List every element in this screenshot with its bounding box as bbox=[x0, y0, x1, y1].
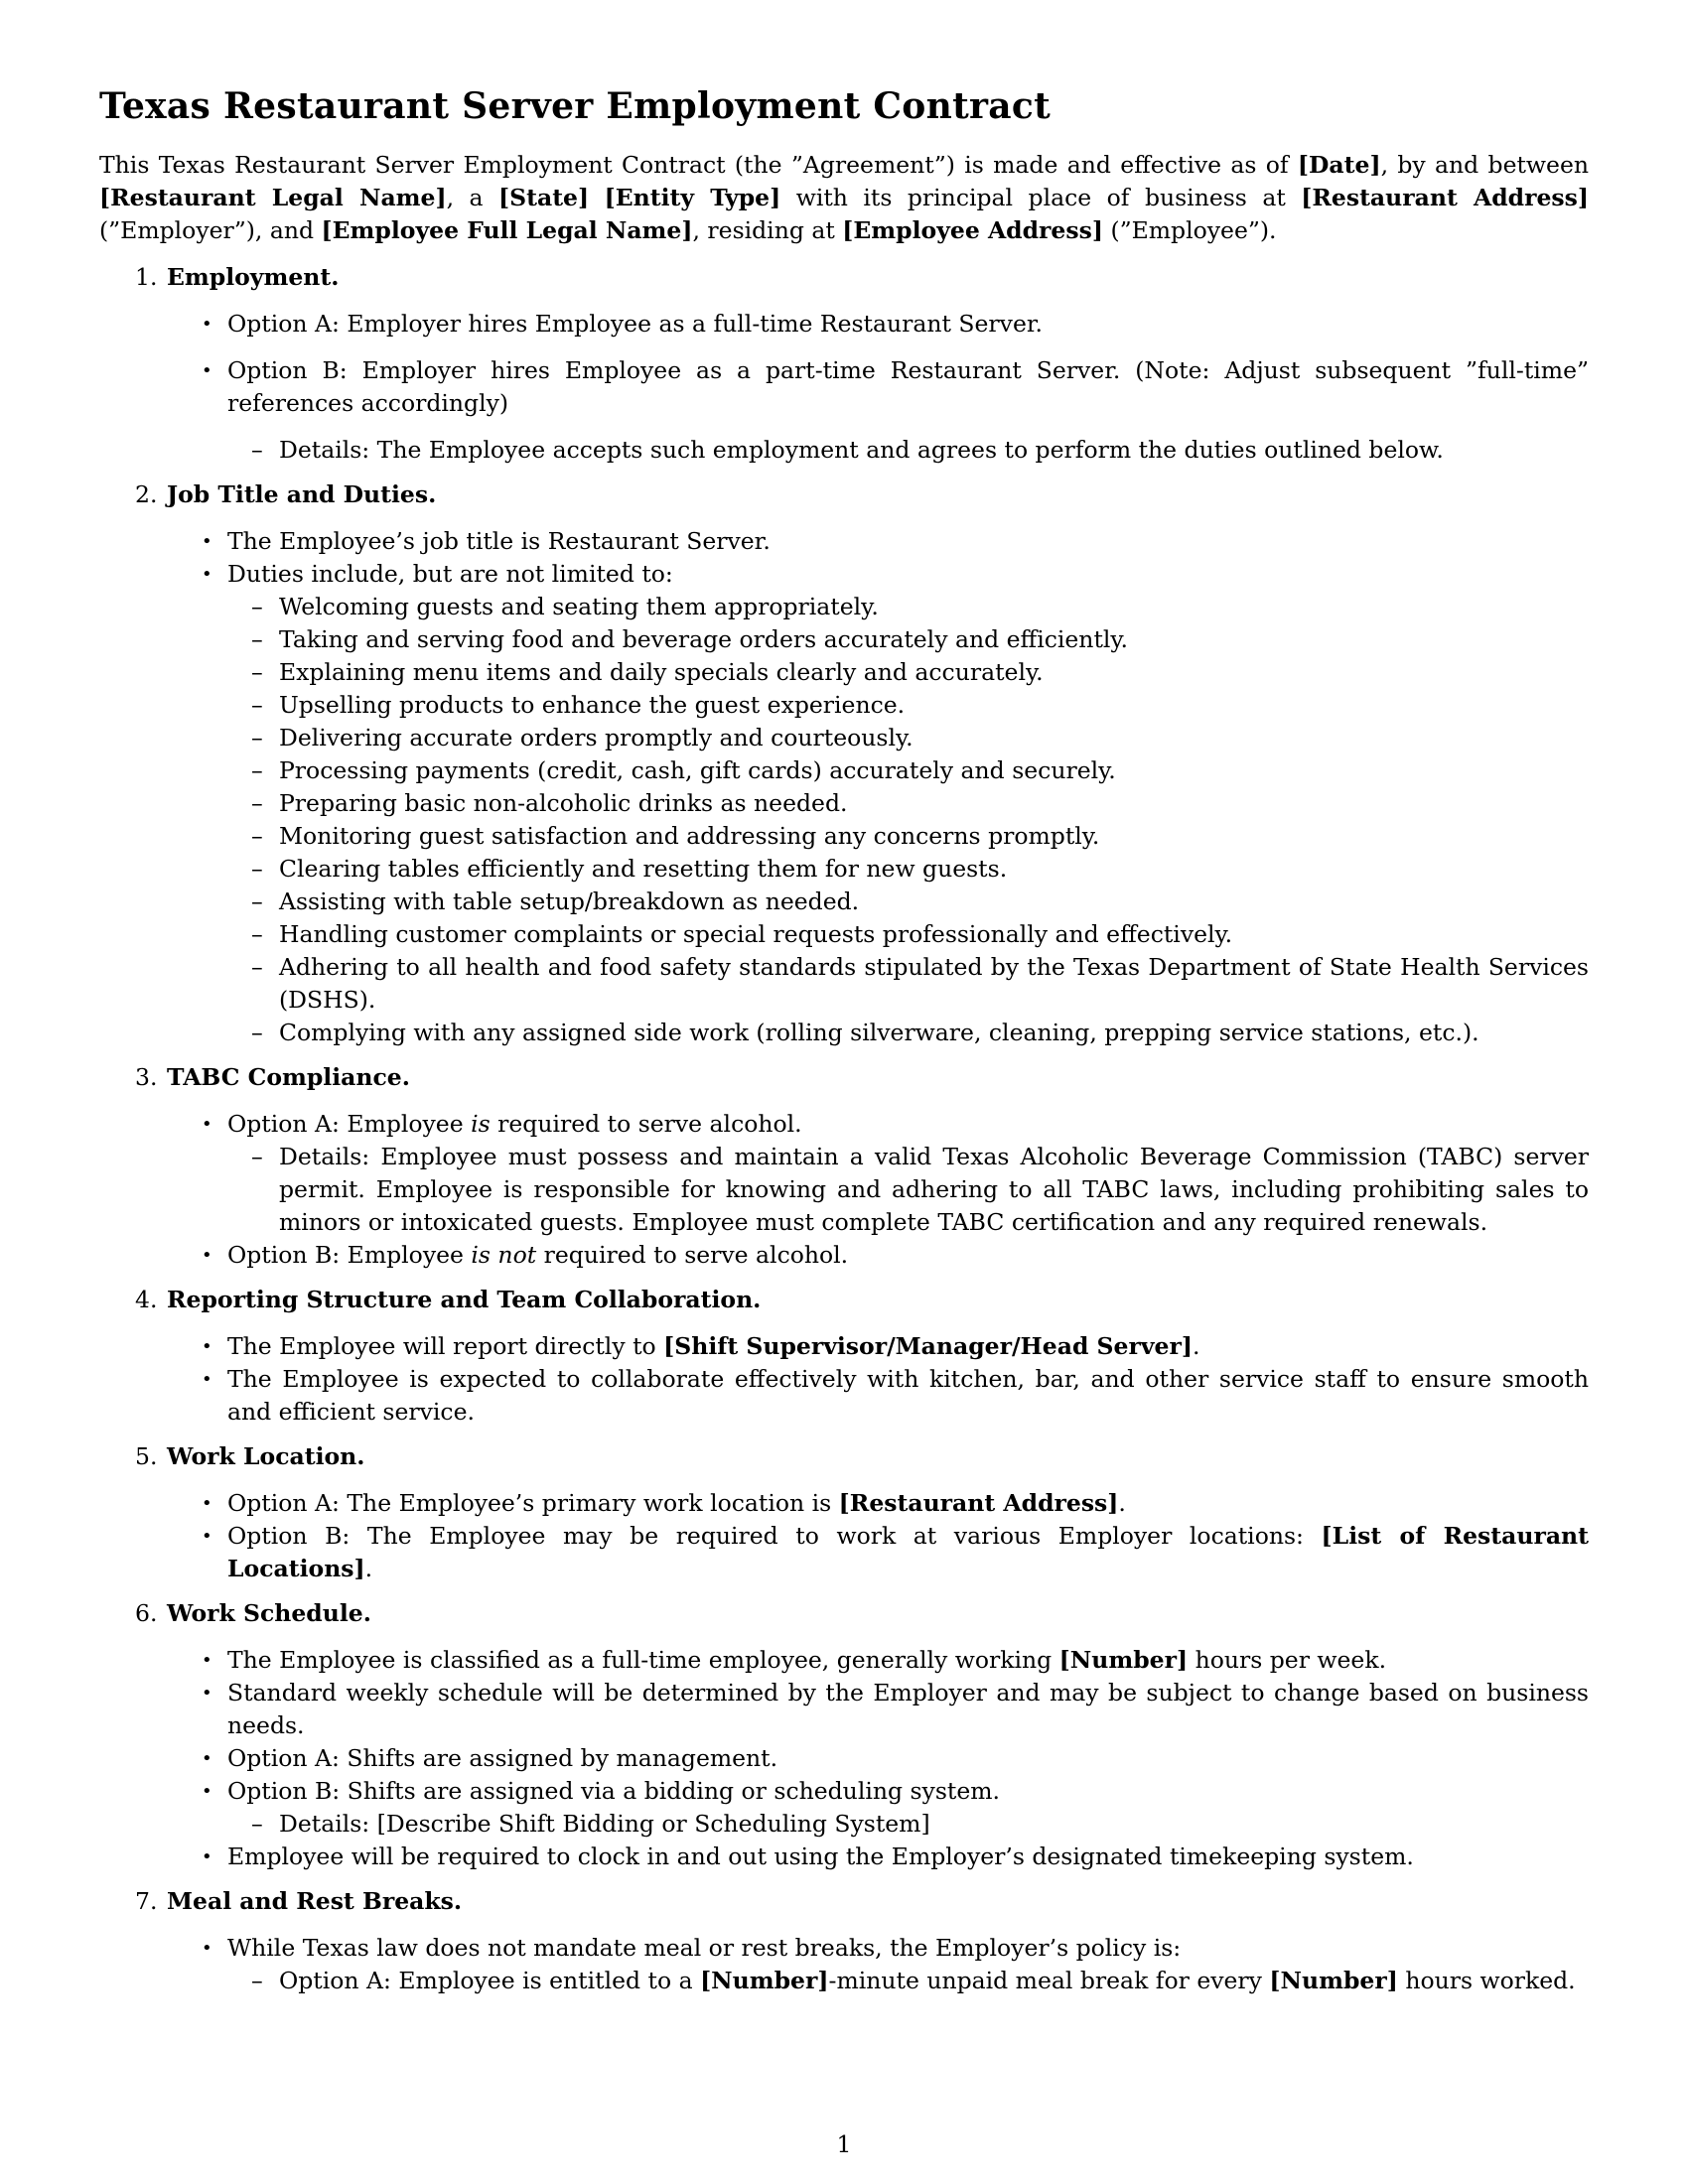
option-b-text: Option B: Employer hires Employee as a part-time Restaurant Server. (Note: Adjust subsequent ”full-time” references accordingly) bbox=[227, 356, 1589, 417]
employee-address-placeholder: [Employee Address] bbox=[842, 216, 1103, 244]
bullet-icon: • bbox=[202, 1336, 212, 1357]
list-item bbox=[202, 1520, 1589, 1585]
bullet-icon: • bbox=[202, 1369, 212, 1390]
list-item bbox=[202, 1775, 1589, 1841]
section-meal-rest-breaks bbox=[99, 1885, 1589, 1997]
section-work-location bbox=[99, 1440, 1589, 1585]
bullet-icon: • bbox=[202, 1245, 212, 1266]
section-title: Meal and Rest Breaks. bbox=[167, 1887, 463, 1915]
duty-item bbox=[251, 787, 1589, 820]
dash-icon: – bbox=[251, 1810, 263, 1838]
section-number: 7. bbox=[135, 1887, 158, 1915]
number-placeholder: [Number] bbox=[700, 1967, 829, 1994]
list-item bbox=[202, 558, 1589, 1049]
bullet-icon: • bbox=[202, 1114, 212, 1135]
date-placeholder: [Date] bbox=[1297, 151, 1381, 179]
details-text: Details: [Describe Shift Bidding or Scheduling System] bbox=[279, 1810, 930, 1838]
duty-text: Processing payments (credit, cash, gift cards) accurately and securely. bbox=[279, 756, 1116, 784]
page-number: 1 bbox=[836, 2130, 852, 2158]
restaurant-address-placeholder: [Restaurant Address] bbox=[838, 1489, 1119, 1517]
dash-icon: – bbox=[251, 658, 263, 686]
section-job-title-duties bbox=[99, 478, 1589, 1049]
bullet-icon: • bbox=[202, 1683, 212, 1704]
dash-icon: – bbox=[251, 691, 263, 719]
dash-icon: – bbox=[251, 436, 263, 464]
dash-icon: – bbox=[251, 789, 263, 817]
dash-icon: – bbox=[251, 625, 263, 653]
bullet-list bbox=[99, 308, 1589, 467]
section-heading bbox=[99, 1284, 1589, 1316]
duty-item bbox=[251, 656, 1589, 689]
restaurant-address-placeholder: [Restaurant Address] bbox=[1301, 184, 1589, 211]
duty-text: Delivering accurate orders promptly and courteously. bbox=[279, 724, 914, 751]
bullet-icon: • bbox=[202, 1493, 212, 1514]
bullet-icon: • bbox=[202, 564, 212, 585]
contract-page bbox=[99, 85, 1589, 2009]
sub-list bbox=[227, 1141, 1589, 1239]
sub-list bbox=[227, 1965, 1589, 1997]
list-item bbox=[202, 1363, 1589, 1429]
document-title: Texas Restaurant Server Employment Contract bbox=[99, 85, 1052, 127]
option-a-text: hours worked. bbox=[1397, 1967, 1576, 1994]
section-heading bbox=[99, 1440, 1589, 1473]
job-title-text: The Employee’s job title is Restaurant Server. bbox=[227, 527, 771, 555]
section-number: 1. bbox=[135, 263, 158, 291]
emphasis-text: is not bbox=[471, 1241, 537, 1269]
duties-intro-text: Duties include, but are not limited to: bbox=[227, 560, 673, 588]
section-number: 4. bbox=[135, 1286, 158, 1313]
option-b-text: Option B: The Employee may be required to work at various Employer locations: bbox=[227, 1522, 1322, 1550]
duty-text: Complying with any assigned side work (rolling silverware, cleaning, prepping service stations, etc.). bbox=[279, 1019, 1479, 1046]
breaks-policy-text: While Texas law does not mandate meal or rest breaks, the Employer’s policy is: bbox=[227, 1934, 1182, 1962]
intro-text: (”Employer”), and bbox=[99, 216, 322, 244]
employee-name-placeholder: [Employee Full Legal Name] bbox=[321, 216, 693, 244]
dash-icon: – bbox=[251, 887, 263, 915]
emphasis-text: is bbox=[471, 1110, 491, 1138]
number-placeholder: [Number] bbox=[1058, 1646, 1189, 1674]
intro-text: , by and between bbox=[1380, 151, 1589, 179]
bullet-list bbox=[99, 1487, 1589, 1585]
sub-list bbox=[227, 1808, 1589, 1841]
bullet-icon: • bbox=[202, 1938, 212, 1959]
duty-item bbox=[251, 722, 1589, 754]
option-b-text: . bbox=[364, 1555, 373, 1582]
option-a-text: -minute unpaid meal break for every bbox=[828, 1967, 1270, 1994]
option-a-text: Option A: Employee bbox=[227, 1110, 472, 1138]
duty-item bbox=[251, 623, 1589, 656]
duties-list bbox=[227, 591, 1589, 1049]
option-b-text: Option B: Shifts are assigned via a bidding or scheduling system. bbox=[227, 1777, 1001, 1805]
dash-icon: – bbox=[251, 855, 263, 883]
timekeeping-text: Employee will be required to clock in and out using the Employer’s designated timekeeping system. bbox=[227, 1843, 1414, 1870]
collaboration-text: The Employee is expected to collaborate effectively with kitchen, bar, and other service staff to ensure smooth and efficient service. bbox=[227, 1365, 1589, 1426]
section-heading bbox=[99, 478, 1589, 511]
sub-list-item bbox=[251, 1808, 1589, 1841]
state-placeholder: [State] bbox=[498, 184, 590, 211]
bullet-icon: • bbox=[202, 1846, 212, 1867]
intro-text: with its principal place of business at bbox=[780, 184, 1302, 211]
list-item bbox=[202, 1644, 1589, 1677]
bullet-list bbox=[99, 1932, 1589, 1997]
duty-text: Explaining menu items and daily specials clearly and accurately. bbox=[279, 658, 1044, 686]
section-title: Work Schedule. bbox=[167, 1599, 371, 1627]
bullet-icon: • bbox=[202, 1781, 212, 1802]
list-item bbox=[202, 1108, 1589, 1239]
option-a-text: . bbox=[1118, 1489, 1126, 1517]
section-heading bbox=[99, 1061, 1589, 1094]
list-item bbox=[202, 1677, 1589, 1742]
dash-icon: – bbox=[251, 1967, 263, 1994]
list-item bbox=[202, 1932, 1589, 1997]
duty-text: Upselling products to enhance the guest experience. bbox=[279, 691, 906, 719]
duty-item bbox=[251, 918, 1589, 951]
sub-list-item bbox=[251, 434, 1589, 467]
schedule-text: hours per week. bbox=[1188, 1646, 1387, 1674]
list-item bbox=[202, 1841, 1589, 1873]
dash-icon: – bbox=[251, 1019, 263, 1046]
bullet-icon: • bbox=[202, 1748, 212, 1769]
duty-item bbox=[251, 754, 1589, 787]
intro-text: (”Employee”). bbox=[1102, 216, 1277, 244]
dash-icon: – bbox=[251, 1143, 263, 1170]
section-title: Employment. bbox=[167, 263, 340, 291]
section-number: 6. bbox=[135, 1599, 158, 1627]
dash-icon: – bbox=[251, 953, 263, 981]
list-item bbox=[202, 1742, 1589, 1775]
option-a-text: required to serve alcohol. bbox=[490, 1110, 802, 1138]
section-title: Job Title and Duties. bbox=[167, 480, 437, 508]
schedule-text: The Employee is classified as a full-time employee, generally working bbox=[227, 1646, 1059, 1674]
option-a-text: Option A: Employer hires Employee as a full-time Restaurant Server. bbox=[227, 310, 1043, 338]
intro-text: , residing at bbox=[692, 216, 843, 244]
locations-placeholder: [List of Restaurant Locations] bbox=[227, 1522, 1589, 1582]
sub-list bbox=[227, 434, 1589, 467]
duty-text: Handling customer complaints or special requests professionally and effectively. bbox=[279, 920, 1233, 948]
duty-item bbox=[251, 886, 1589, 918]
intro-text: This Texas Restaurant Server Employment Contract (the ”Agreement”) is made and effective as of bbox=[99, 151, 1298, 179]
dash-icon: – bbox=[251, 593, 263, 620]
bullet-list bbox=[99, 525, 1589, 1049]
intro-text bbox=[589, 184, 604, 211]
option-a-text: Option A: Shifts are assigned by management. bbox=[227, 1744, 778, 1772]
section-title: TABC Compliance. bbox=[167, 1063, 410, 1091]
option-b-text: required to serve alcohol. bbox=[536, 1241, 849, 1269]
section-reporting-structure bbox=[99, 1284, 1589, 1429]
section-heading bbox=[99, 1885, 1589, 1918]
duty-text: Taking and serving food and beverage orders accurately and efficiently. bbox=[279, 625, 1129, 653]
section-number: 3. bbox=[135, 1063, 158, 1091]
list-item bbox=[202, 1330, 1589, 1363]
reporting-text: . bbox=[1192, 1332, 1200, 1360]
bullet-icon: • bbox=[202, 1650, 212, 1671]
section-heading bbox=[99, 261, 1589, 294]
duty-text: Welcoming guests and seating them appropriately. bbox=[279, 593, 879, 620]
duty-text: Monitoring guest satisfaction and addressing any concerns promptly. bbox=[279, 822, 1100, 850]
duty-text: Adhering to all health and food safety standards stipulated by the Texas Department of State Health Services (DSHS). bbox=[279, 953, 1589, 1014]
duty-item bbox=[251, 853, 1589, 886]
intro-paragraph bbox=[99, 149, 1589, 247]
dash-icon: – bbox=[251, 756, 263, 784]
duty-item bbox=[251, 951, 1589, 1017]
section-title: Reporting Structure and Team Collaboration. bbox=[167, 1286, 762, 1313]
sub-list-item bbox=[251, 1965, 1589, 1997]
bullet-list bbox=[99, 1644, 1589, 1873]
duty-text: Assisting with table setup/breakdown as needed. bbox=[279, 887, 860, 915]
bullet-icon: • bbox=[202, 531, 212, 552]
bullet-icon: • bbox=[202, 1526, 212, 1547]
details-text: Details: The Employee accepts such employment and agrees to perform the duties outlined below. bbox=[279, 436, 1444, 464]
reporting-text: The Employee will report directly to bbox=[227, 1332, 664, 1360]
duty-item bbox=[251, 689, 1589, 722]
dash-icon: – bbox=[251, 822, 263, 850]
section-tabc-compliance bbox=[99, 1061, 1589, 1272]
intro-text: , a bbox=[446, 184, 499, 211]
list-item bbox=[202, 1487, 1589, 1520]
bullet-list bbox=[99, 1108, 1589, 1272]
dash-icon: – bbox=[251, 724, 263, 751]
duty-item bbox=[251, 591, 1589, 623]
duty-text: Preparing basic non-alcoholic drinks as needed. bbox=[279, 789, 848, 817]
list-item bbox=[202, 525, 1589, 558]
dash-icon: – bbox=[251, 920, 263, 948]
supervisor-placeholder: [Shift Supervisor/Manager/Head Server] bbox=[663, 1332, 1193, 1360]
option-a-text: Option A: The Employee’s primary work location is bbox=[227, 1489, 839, 1517]
duty-item bbox=[251, 820, 1589, 853]
schedule-text: Standard weekly schedule will be determined by the Employer and may be subject to change based on business needs. bbox=[227, 1679, 1589, 1739]
option-a-text: Option A: Employee is entitled to a bbox=[279, 1967, 701, 1994]
section-heading bbox=[99, 1597, 1589, 1630]
duty-item bbox=[251, 1017, 1589, 1049]
sections-list bbox=[99, 261, 1589, 1997]
section-employment bbox=[99, 261, 1589, 467]
section-title: Work Location. bbox=[167, 1442, 365, 1470]
list-item bbox=[202, 308, 1589, 341]
bullet-icon: • bbox=[202, 360, 212, 381]
section-number: 5. bbox=[135, 1442, 158, 1470]
number-placeholder: [Number] bbox=[1269, 1967, 1398, 1994]
duty-text: Clearing tables efficiently and resetting them for new guests. bbox=[279, 855, 1008, 883]
restaurant-legal-name-placeholder: [Restaurant Legal Name] bbox=[99, 184, 447, 211]
section-work-schedule bbox=[99, 1597, 1589, 1873]
bullet-icon: • bbox=[202, 314, 212, 335]
entity-type-placeholder: [Entity Type] bbox=[604, 184, 781, 211]
bullet-list bbox=[99, 1330, 1589, 1429]
list-item bbox=[202, 1239, 1589, 1272]
section-number: 2. bbox=[135, 480, 158, 508]
list-item bbox=[202, 354, 1589, 467]
sub-list-item bbox=[251, 1141, 1589, 1239]
option-b-text: Option B: Employee bbox=[227, 1241, 472, 1269]
details-text: Details: Employee must possess and maintain a valid Texas Alcoholic Beverage Commission (TABC) server permit. Employee is responsible for knowing and adhering to all TABC laws, including prohibiting sales to minors or intoxicated guests. Employee must complete TABC certification and any required renewals. bbox=[279, 1143, 1589, 1236]
